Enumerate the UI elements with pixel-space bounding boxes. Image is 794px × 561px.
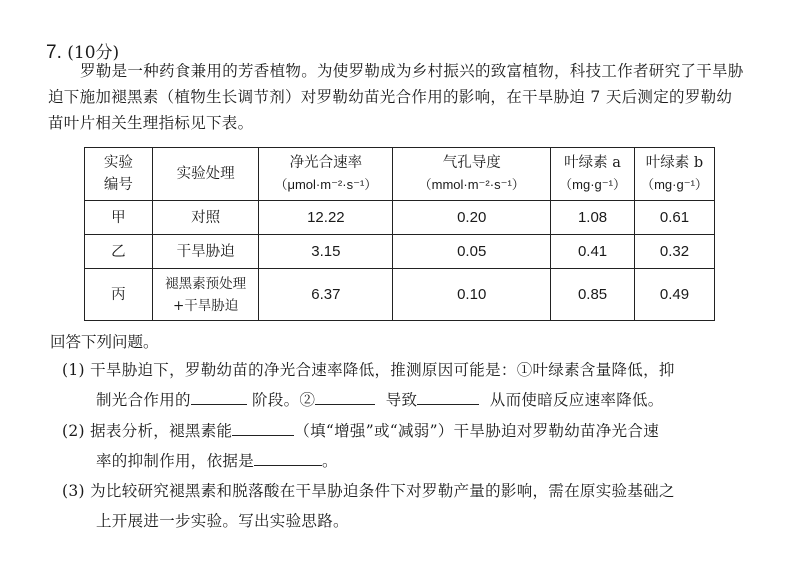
question-number: 7. <box>46 42 62 63</box>
row-chlorophyll-b: 0.49 <box>635 269 715 321</box>
row-treatment: 对照 <box>152 201 259 235</box>
sub-question-3: (3) 为比较研究褪黑素和脱落酸在干旱胁迫条件下对罗勒产量的影响，需在原实验基础之 上开展进一步实验。写出实验思路。 <box>62 482 675 530</box>
answer-intro: 回答下列问题。 <box>50 333 159 351</box>
sub-question-label: (3) <box>62 482 85 500</box>
header-chlorophyll-a: 叶绿素 a （mg·g⁻¹） <box>551 148 635 201</box>
row-net-photosynthesis: 3.15 <box>259 235 393 269</box>
question-points: (10分) <box>67 43 120 63</box>
sub-question-label: (1) <box>62 361 85 379</box>
answer-blank[interactable] <box>417 388 479 405</box>
table-row <box>85 269 715 321</box>
row-chlorophyll-b: 0.61 <box>635 201 715 235</box>
row-id: 甲 <box>85 201 153 235</box>
header-net-photosynthesis: 净光合速率 （μmol·m⁻²·s⁻¹） <box>259 148 393 201</box>
row-stomatal-conductance: 0.10 <box>393 269 551 321</box>
row-id: 丙 <box>85 269 153 321</box>
sub-question-1: (1) 干旱胁迫下，罗勒幼苗的净光合速率降低，推测原因可能是：①叶绿素含量降低，抑 制光合作用的 阶段。② 导致 从而使暗反应速率降低。 <box>62 361 675 409</box>
row-stomatal-conductance: 0.05 <box>393 235 551 269</box>
row-chlorophyll-a: 1.08 <box>551 201 635 235</box>
row-stomatal-conductance: 0.20 <box>393 201 551 235</box>
row-treatment: 褪黑素预处理 +干旱胁迫 <box>152 269 259 321</box>
header-treatment: 实验处理 <box>152 148 259 201</box>
row-chlorophyll-a: 0.41 <box>551 235 635 269</box>
data-table <box>84 147 715 321</box>
header-id: 实验 编号 <box>85 148 153 201</box>
row-id: 乙 <box>85 235 153 269</box>
table-header-row <box>85 148 715 201</box>
row-treatment: 干旱胁迫 <box>152 235 259 269</box>
row-net-photosynthesis: 6.37 <box>259 269 393 321</box>
header-stomatal-conductance: 气孔导度 （mmol·m⁻²·s⁻¹） <box>393 148 551 201</box>
table-row <box>85 235 715 269</box>
answer-blank[interactable] <box>315 388 375 405</box>
answer-blank[interactable] <box>254 449 322 466</box>
sub-question-label: (2) <box>62 422 85 440</box>
header-chlorophyll-b: 叶绿素 b （mg·g⁻¹） <box>635 148 715 201</box>
answer-blank[interactable] <box>232 419 294 436</box>
answer-blank[interactable] <box>191 388 247 405</box>
question-intro: 罗勒是一种药食兼用的芳香植物。为使罗勒成为乡村振兴的致富植物，科技工作者研究了干旱胁迫下施加褪黑素（植物生长调节剂）对罗勒幼苗光合作用的影响，在干旱胁迫 7 天后测定的罗勒幼苗叶片相关生理指标见下表。 <box>48 62 744 132</box>
row-chlorophyll-a: 0.85 <box>551 269 635 321</box>
row-net-photosynthesis: 12.22 <box>259 201 393 235</box>
table-row <box>85 201 715 235</box>
sub-question-2: (2) 据表分析，褪黑素能 （填“增强”或“减弱”）干旱胁迫对罗勒幼苗净光合速 率的抑制作用，依据是 。 <box>62 416 752 476</box>
row-chlorophyll-b: 0.32 <box>635 235 715 269</box>
